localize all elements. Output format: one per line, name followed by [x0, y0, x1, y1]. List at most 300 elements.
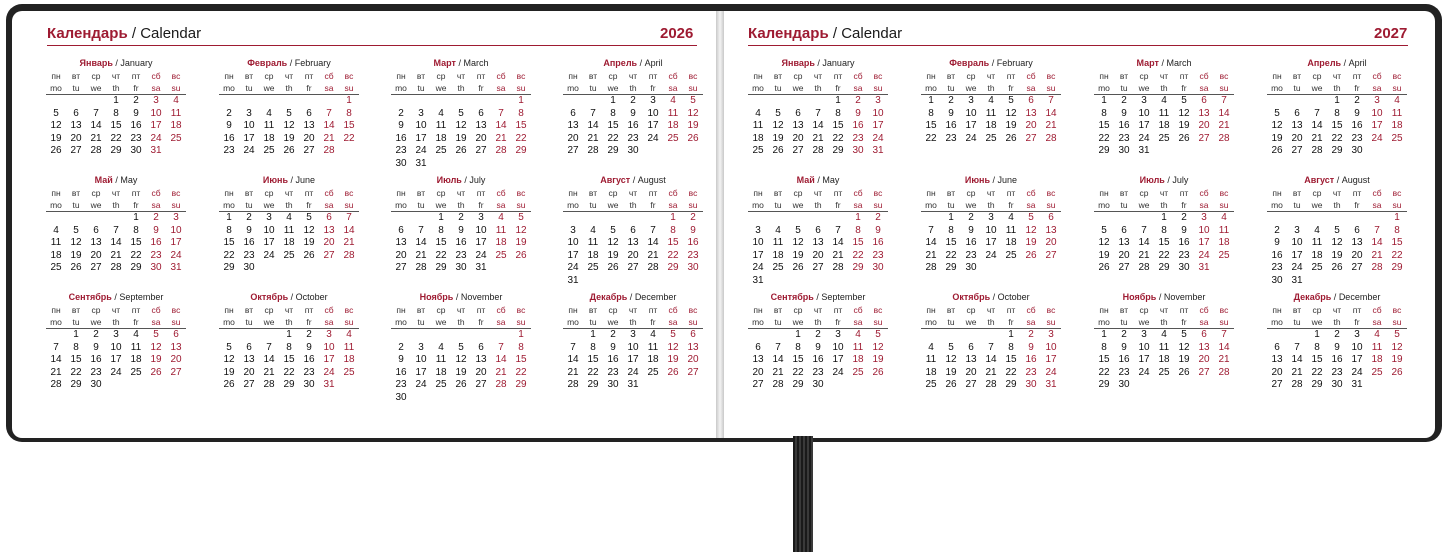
weekday-header-ru: [921, 187, 1061, 199]
days-grid: [748, 212, 888, 288]
weekend-day: 21: [495, 366, 507, 378]
month-block: [219, 57, 359, 158]
weekend-day: 4: [1221, 212, 1227, 223]
empty-cell: [603, 212, 623, 225]
day: 1: [226, 212, 232, 223]
days-grid: [1267, 329, 1407, 392]
weekday-label-ru: сб: [668, 305, 678, 315]
day: 1: [590, 329, 596, 340]
day: 23: [90, 366, 102, 378]
weekday-label-ru: пн: [1099, 71, 1109, 81]
day: 5: [610, 224, 616, 236]
weekend-day: 30: [687, 262, 699, 274]
day: 2: [398, 341, 404, 353]
day: 1: [133, 212, 139, 223]
weekend-day: 20: [323, 237, 335, 249]
days-grid: [921, 212, 1061, 275]
weekday-label-en: fr: [1354, 200, 1360, 210]
weekday-label-en: fr: [1008, 317, 1014, 327]
weekday-label-ru: чт: [456, 71, 466, 81]
weekday-label-en: fr: [835, 317, 841, 327]
day: 6: [306, 107, 312, 119]
weekday-label-en: we: [965, 317, 977, 327]
day: 5: [306, 212, 312, 223]
weekend-day: 3: [875, 95, 881, 106]
day: 2: [610, 329, 616, 340]
bookmark-ribbon[interactable]: [793, 436, 813, 552]
weekend-day: 7: [1048, 95, 1054, 106]
weekday-label-en: su: [873, 83, 883, 93]
day: 28: [90, 145, 102, 157]
day: 20: [303, 132, 315, 144]
day: 8: [590, 341, 596, 353]
weekday-label-ru: пн: [396, 188, 406, 198]
day: 13: [567, 120, 579, 132]
day: 13: [812, 237, 824, 249]
day: 21: [567, 366, 579, 378]
day: 12: [1331, 237, 1343, 249]
day: 18: [1311, 249, 1323, 261]
day: 2: [133, 95, 139, 106]
weekday-label-ru: вт: [588, 188, 598, 198]
weekday-label-en: fr: [1354, 83, 1360, 93]
weekend-day: 26: [150, 366, 162, 378]
day: 26: [792, 262, 804, 274]
day: 10: [752, 237, 764, 249]
weekend-day: 9: [153, 224, 159, 236]
empty-cell: [299, 95, 319, 108]
day: 16: [1178, 237, 1190, 249]
weekday-label-en: th: [112, 317, 120, 327]
month-name-ru: Декабрь: [589, 292, 628, 302]
day: 28: [415, 262, 427, 274]
month-name-separator: /: [630, 175, 638, 185]
day: 24: [1138, 132, 1150, 144]
day: 4: [775, 224, 781, 236]
weekday-label-en: sa: [1372, 83, 1382, 93]
day: 7: [988, 341, 994, 353]
day: 8: [1101, 341, 1107, 353]
month-name-en: October: [295, 292, 328, 302]
weekend-day: 9: [690, 224, 696, 236]
weekday-header-ru: [219, 187, 359, 199]
weekday-label-en: we: [1311, 200, 1323, 210]
month-name-en: June: [997, 175, 1018, 185]
weekday-label-ru: сб: [151, 71, 161, 81]
day: 30: [395, 157, 407, 169]
weekday-label-ru: вт: [773, 71, 783, 81]
days-grid: [748, 95, 888, 158]
day: 5: [795, 224, 801, 236]
weekend-day: 7: [498, 107, 504, 119]
weekday-label-en: mo: [925, 83, 937, 93]
weekend-day: 11: [495, 224, 507, 236]
weekday-label-en: we: [965, 83, 977, 93]
weekday-label-ru: пт: [648, 188, 658, 198]
day: 18: [435, 366, 447, 378]
month-name-en: August: [1341, 175, 1370, 185]
day: 16: [395, 366, 407, 378]
day: 4: [286, 212, 292, 223]
day: 11: [1311, 237, 1323, 249]
weekday-label-en: th: [987, 317, 995, 327]
day: 5: [226, 341, 232, 353]
day: 12: [1271, 120, 1283, 132]
weekday-label-ru: сб: [1026, 188, 1036, 198]
weekend-day: 8: [1394, 224, 1400, 236]
day: 21: [587, 132, 599, 144]
day: 13: [303, 120, 315, 132]
empty-cell: [319, 95, 339, 108]
weekday-header-ru: [563, 187, 703, 199]
empty-cell: [981, 329, 1001, 342]
weekend-day: 14: [1371, 237, 1383, 249]
day: 9: [133, 107, 139, 119]
empty-cell: [1307, 95, 1327, 108]
weekday-label-en: we: [435, 200, 447, 210]
month-name-separator: /: [112, 58, 121, 68]
day: 3: [650, 95, 656, 106]
day: 18: [647, 354, 659, 366]
day: 1: [1101, 95, 1107, 106]
month-name-separator: /: [989, 58, 997, 68]
weekday-label-en: mo: [567, 200, 579, 210]
weekday-label-ru: сб: [853, 71, 863, 81]
weekday-label-en: th: [457, 200, 465, 210]
day: 27: [70, 145, 82, 157]
weekday-label-ru: пт: [1352, 188, 1362, 198]
weekend-day: 13: [323, 224, 335, 236]
day: 24: [627, 366, 639, 378]
empty-cell: [411, 95, 431, 108]
day: 20: [475, 366, 487, 378]
day: 25: [925, 379, 937, 391]
weekday-label-en: su: [1219, 317, 1229, 327]
day: 19: [607, 249, 619, 261]
day: 12: [455, 120, 467, 132]
day: 5: [458, 107, 464, 119]
weekday-label-en: su: [344, 83, 354, 93]
day: 9: [398, 354, 404, 366]
weekday-label-en: fr: [133, 83, 139, 93]
day: 7: [113, 224, 119, 236]
day: 2: [630, 95, 636, 106]
day: 1: [113, 95, 119, 106]
weekend-day: 10: [872, 107, 884, 119]
weekday-label-ru: чт: [628, 305, 638, 315]
day: 28: [1138, 262, 1150, 274]
day: 28: [50, 379, 62, 391]
weekend-day: 20: [170, 354, 182, 366]
weekend-day: 8: [670, 224, 676, 236]
day: 4: [1161, 329, 1167, 340]
day: 17: [1351, 354, 1363, 366]
weekday-label-en: mo: [1271, 200, 1283, 210]
day: 26: [607, 262, 619, 274]
weekday-label-en: fr: [650, 317, 656, 327]
month-name: [391, 57, 531, 70]
day: 23: [130, 132, 142, 144]
day: 6: [1274, 341, 1280, 353]
empty-cell: [563, 212, 583, 225]
weekday-label-ru: пн: [926, 71, 936, 81]
weekday-label-ru: чт: [1159, 305, 1169, 315]
day: 20: [812, 249, 824, 261]
weekend-day: 24: [1371, 132, 1383, 144]
weekend-day: 22: [515, 366, 527, 378]
page-title-en: Calendar: [841, 25, 903, 42]
day: 13: [243, 354, 255, 366]
day: 8: [286, 341, 292, 353]
weekend-day: 7: [498, 341, 504, 353]
weekend-day: 19: [1391, 354, 1403, 366]
weekend-day: 30: [872, 262, 884, 274]
weekday-label-ru: сб: [668, 188, 678, 198]
day: 27: [567, 145, 579, 157]
weekend-day: 19: [150, 354, 162, 366]
month-name-separator: /: [461, 175, 470, 185]
weekday-label-ru: пн: [1099, 305, 1109, 315]
page-title-en: Calendar: [140, 25, 202, 42]
weekday-header-ru: [391, 304, 531, 316]
weekend-day: 4: [346, 329, 352, 340]
month-block: [748, 57, 888, 158]
day: 2: [246, 212, 252, 223]
empty-cell: [219, 329, 239, 342]
weekend-day: 21: [323, 132, 335, 144]
day: 8: [73, 341, 79, 353]
weekday-label-ru: ср: [436, 305, 446, 315]
title-separator: /: [828, 25, 842, 42]
weekday-label-ru: вс: [516, 305, 526, 315]
empty-cell: [259, 95, 279, 108]
day: 22: [283, 366, 295, 378]
day: 15: [1098, 120, 1110, 132]
weekday-label-en: mo: [223, 83, 235, 93]
day: 21: [985, 366, 997, 378]
days-grid: [1094, 95, 1234, 158]
day: 14: [1311, 120, 1323, 132]
weekday-label-ru: вт: [946, 71, 956, 81]
day: 14: [263, 354, 275, 366]
day: 17: [567, 249, 579, 261]
weekday-header-en: [219, 199, 359, 212]
month-name: [219, 57, 359, 70]
weekday-label-en: we: [792, 317, 804, 327]
weekend-day: 4: [855, 329, 861, 340]
day: 12: [772, 120, 784, 132]
weekday-label-ru: пт: [131, 71, 141, 81]
day: 31: [567, 274, 579, 286]
day: 16: [607, 354, 619, 366]
month-name-ru: Ноябрь: [419, 292, 454, 302]
month-name-en: January: [822, 58, 855, 68]
weekday-label-ru: вт: [588, 71, 598, 81]
day: 21: [772, 366, 784, 378]
day: 22: [1311, 366, 1323, 378]
day: 11: [752, 120, 764, 132]
day: 13: [792, 120, 804, 132]
day: 3: [1141, 95, 1147, 106]
day: 1: [928, 95, 934, 106]
weekday-label-ru: пт: [648, 305, 658, 315]
days-grid: [1267, 95, 1407, 158]
weekday-label-ru: сб: [1372, 305, 1382, 315]
empty-cell: [86, 95, 106, 108]
weekday-label-en: su: [516, 200, 526, 210]
weekday-label-ru: пт: [476, 305, 486, 315]
weekend-day: 11: [852, 341, 864, 353]
day: 11: [435, 120, 447, 132]
days-grid: [219, 329, 359, 392]
weekend-day: 18: [852, 354, 864, 366]
weekday-header-en: [1094, 82, 1234, 95]
day: 10: [415, 354, 427, 366]
day: 12: [945, 354, 957, 366]
weekend-day: 4: [498, 212, 504, 223]
empty-cell: [471, 95, 491, 108]
empty-cell: [239, 329, 259, 342]
day: 1: [1161, 212, 1167, 223]
day: 26: [283, 145, 295, 157]
day: 13: [475, 354, 487, 366]
weekday-label-ru: ср: [793, 71, 803, 81]
month-name: [391, 291, 531, 304]
weekday-label-en: we: [1311, 317, 1323, 327]
day: 3: [418, 341, 424, 353]
weekday-header-en: [748, 199, 888, 212]
month-name-ru: Июнь: [262, 175, 289, 185]
day: 26: [455, 379, 467, 391]
month-name: [219, 291, 359, 304]
weekday-label-en: su: [171, 200, 181, 210]
weekday-label-ru: вс: [1219, 305, 1229, 315]
empty-cell: [391, 212, 411, 225]
weekend-day: 28: [343, 249, 355, 261]
weekday-label-en: su: [171, 83, 181, 93]
weekday-label-en: mo: [1098, 200, 1110, 210]
month-block: [219, 291, 359, 392]
day: 14: [110, 237, 122, 249]
month-block: [921, 174, 1061, 275]
weekend-day: 21: [343, 237, 355, 249]
day: 10: [110, 341, 122, 353]
day: 23: [1331, 366, 1343, 378]
day: 1: [1334, 95, 1340, 106]
weekday-label-ru: пн: [224, 71, 234, 81]
weekday-label-ru: вс: [688, 71, 698, 81]
day: 20: [1351, 249, 1363, 261]
weekend-day: 18: [1371, 354, 1383, 366]
weekday-header-en: [748, 316, 888, 329]
weekday-label-en: su: [688, 83, 698, 93]
title-separator: /: [127, 25, 141, 42]
weekday-label-en: sa: [853, 200, 863, 210]
empty-cell: [1347, 212, 1367, 225]
weekday-label-ru: вт: [1119, 305, 1129, 315]
day: 27: [792, 145, 804, 157]
weekday-label-en: we: [607, 317, 619, 327]
weekday-label-ru: пт: [1352, 305, 1362, 315]
empty-cell: [788, 212, 808, 225]
weekday-label-ru: вт: [244, 71, 254, 81]
weekday-header-en: [1267, 316, 1407, 329]
weekday-label-ru: чт: [1159, 71, 1169, 81]
weekend-day: 23: [150, 249, 162, 261]
month-name: [748, 291, 888, 304]
day: 27: [812, 262, 824, 274]
weekend-day: 18: [1218, 237, 1230, 249]
day: 30: [243, 262, 255, 274]
weekday-label-ru: пт: [304, 71, 314, 81]
weekday-label-ru: пн: [1099, 188, 1109, 198]
weekday-label-ru: пн: [926, 188, 936, 198]
empty-cell: [1367, 212, 1387, 225]
day: 6: [398, 224, 404, 236]
weekday-label-ru: вт: [1119, 188, 1129, 198]
day: 18: [985, 120, 997, 132]
weekday-label-en: tu: [417, 200, 425, 210]
day: 2: [1181, 212, 1187, 223]
month-name-en: July: [1172, 175, 1189, 185]
page-title: [748, 25, 902, 42]
day: 26: [772, 145, 784, 157]
weekday-label-en: tu: [245, 317, 253, 327]
day: 22: [587, 366, 599, 378]
weekend-day: 13: [1025, 107, 1037, 119]
day: 29: [70, 379, 82, 391]
weekday-label-ru: чт: [1332, 305, 1342, 315]
month-name-separator: /: [1331, 292, 1339, 302]
weekend-day: 2: [875, 212, 881, 223]
day: 19: [283, 132, 295, 144]
weekday-label-en: sa: [324, 317, 334, 327]
day: 22: [435, 249, 447, 261]
day: 24: [1138, 366, 1150, 378]
weekday-label-ru: пн: [396, 71, 406, 81]
day: 5: [53, 107, 59, 119]
weekday-label-en: fr: [306, 83, 312, 93]
weekend-day: 22: [852, 249, 864, 261]
weekend-day: 29: [1391, 262, 1403, 274]
weekday-label-ru: вт: [588, 305, 598, 315]
weekday-label-ru: вс: [873, 71, 883, 81]
day: 2: [1121, 95, 1127, 106]
weekend-day: 1: [346, 95, 352, 106]
weekend-day: 15: [515, 354, 527, 366]
weekday-label-ru: вс: [516, 188, 526, 198]
day: 7: [775, 341, 781, 353]
weekend-day: 5: [1028, 212, 1034, 223]
day: 22: [832, 132, 844, 144]
day: 3: [246, 107, 252, 119]
weekend-day: 14: [1218, 107, 1230, 119]
empty-cell: [1267, 212, 1287, 225]
month-name-separator: /: [990, 292, 998, 302]
weekend-day: 3: [173, 212, 179, 223]
day: 30: [395, 391, 407, 403]
weekday-label-ru: ср: [793, 188, 803, 198]
weekend-day: 31: [872, 145, 884, 157]
day: 28: [832, 262, 844, 274]
day: 15: [70, 354, 82, 366]
day: 8: [1334, 107, 1340, 119]
weekend-day: 2: [153, 212, 159, 223]
day: 8: [113, 107, 119, 119]
weekday-label-ru: сб: [1026, 305, 1036, 315]
empty-cell: [279, 95, 299, 108]
day: 15: [945, 237, 957, 249]
